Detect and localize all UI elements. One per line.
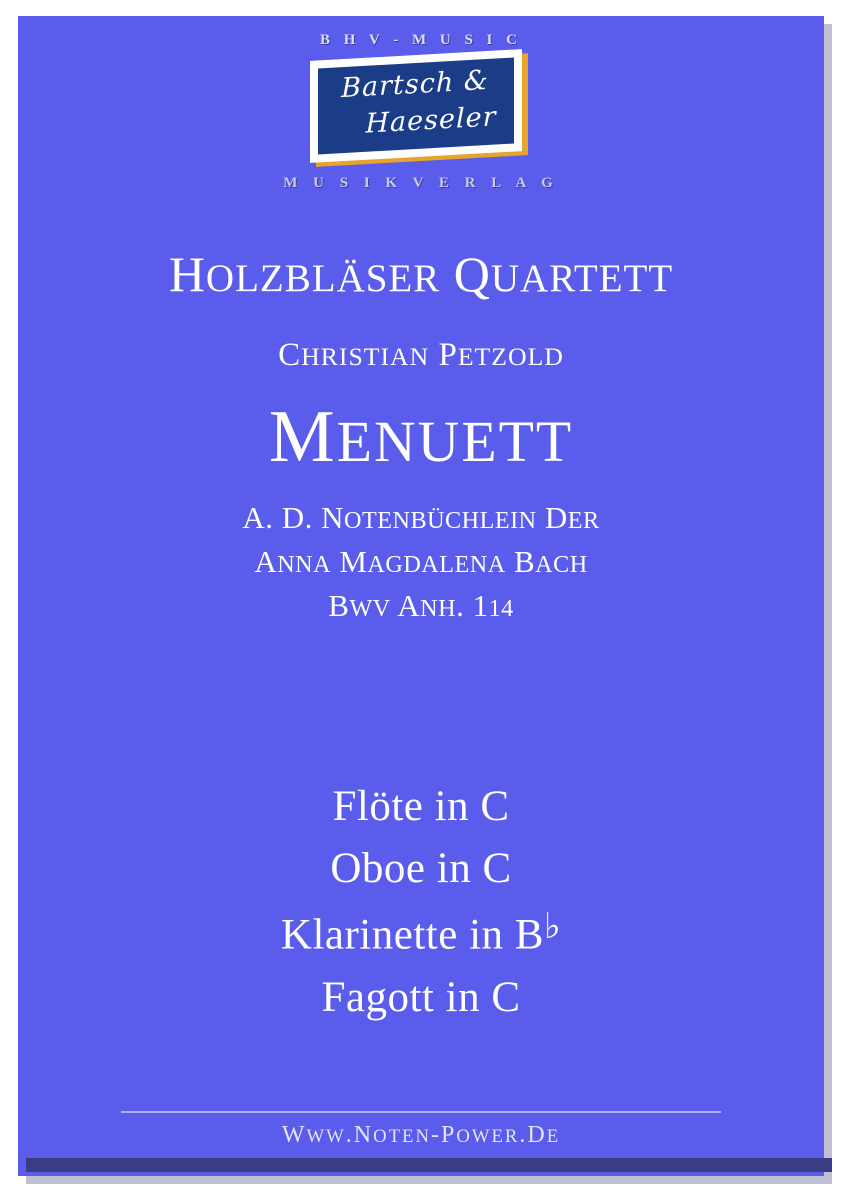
list-item [18,776,824,838]
subtitle-line-3: BWV ANH. 114 [328,587,514,623]
list-item [18,838,824,900]
instrument-name: Oboe in C [330,845,512,893]
publisher-badge-icon [310,55,532,165]
ensemble-title: HOLZBLÄSER QUARTETT [168,246,674,302]
badge-name-line-1: Bartsch & [341,64,489,105]
title-block [18,248,824,628]
footer-bar [26,1158,832,1172]
subtitle-line-1: A. D. NOTENBÜCHLEIN DER [242,499,600,535]
publisher-bottom-label: M U S I K V E R L A G [283,175,559,191]
subtitle-line-2: ANNA MAGDALENA BACH [254,543,588,579]
instrument-name: Klarinette in B [280,911,544,959]
instrument-name: Flöte in C [332,783,510,830]
instrument-name: Fagott in C [321,973,521,1021]
footer-url[interactable]: WWW.NOTEN-POWER.DE [281,1122,561,1148]
badge-name-line-2: Haeseler [365,101,497,140]
publisher-top-label: B H V - M U S I C [320,32,522,48]
list-item [18,967,824,1029]
footer-divider-top [121,1111,721,1113]
work-title: MENUETT [268,395,574,478]
cover-sheet [18,16,824,1176]
instrumentation-list [18,776,824,1029]
flat-sign-icon: ♭ [543,906,562,946]
publisher-logo [18,32,824,192]
composer-name: CHRISTIAN PETZOLD [278,336,564,373]
work-subtitle [18,496,824,628]
list-item [18,901,824,967]
